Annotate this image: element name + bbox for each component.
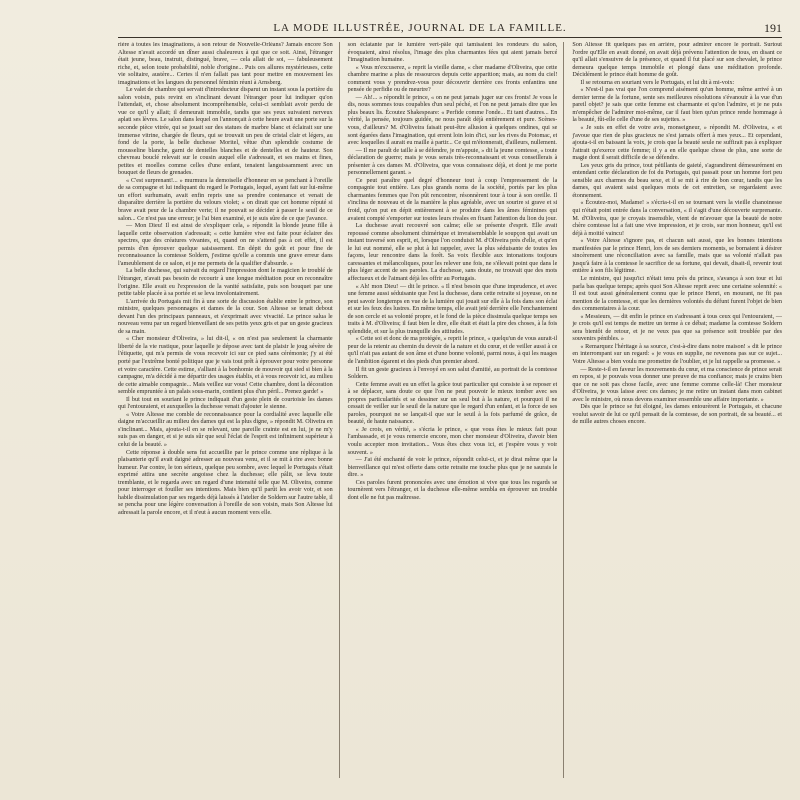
paragraph: Cette femme avait eu un effet la grâce tout particulier qui consiste à se reposer et à se déplacer, sans doute ce que l'on ne peut pouvoir le mieux tomber avec ses propres particularités et se dessiner sur un seul but à la nature, et pourquoi il ne cessait de veiller sur le seuil de la nature que le regard d'un enfant, et la force de ses paroles, pourquoi ne se lançait-il que sur le seuil à la fois parfumé de grâce, de beauté, de haute naissance.: [347, 381, 558, 426]
paragraph: « Votre Altesse s'ignore pas, et chacun sait aussi, que les bonnes intentions manifestées par le prince Henri, lors de ses derniers moments, se bornaient à désirer sincèrement une réconciliation avec sa famille, mais que sa volonté n'allait pas jusqu'à faire à la comtesse le sacrifice de sa fortune, qui devait, disait-il, revenir tout entière à son fils légitime.: [572, 238, 782, 275]
running-head: [118, 20, 782, 38]
paragraph: rière à toutes les imaginations, à son retour de Nouvelle-Orléans? Jamais encore Son Altesse n'avait accordé un dîner aussi chaleureux à qui que ce soit. Ainsi, l'étranger était jeune, beau, instruit, distingué, brave, — cela allait de soi, — fabuleusement riche, et, selon toute probabilité, noble d'origine... Puis ces allures mystérieuses, cette vie solitaire, austère... Certes il n'en fallait pas tant pour mettre en mouvement les imaginations et les langues du personnel féminin réuni à Arnsberg.: [118, 42, 333, 86]
paragraph: son éclatante par le lumière vert-pâle qui tamisaient les rondeurs du salon, évoquaient, ainsi résolus, l'image des plus charmantes fées qui aient jamais bercé l'imagination humaine.: [347, 42, 558, 64]
page-number: 191: [764, 21, 782, 35]
column-middle: [339, 42, 558, 778]
paragraph: Le valet de chambre qui servait d'introducteur disparut un instant sous la portière du salon voisin, puis revint en s'inclinant devant l'étranger pour lui indiquer qu'on l'attendait, et, chose absolument incompréhensible, celui-ci semblait avoir perdu de vue ce qu'il y allait; il demeurait immobile, tandis que ses yeux suivaient nerveux aplati ses lèvres. Le salon dans lequel on l'annonçait à cette heure avait une porte sur la seconde pièce vitrée, qui se jouait sur des statues de marbre blanc et éclairait sur une immense vitrine, chargée de fleurs, qui se trouvait un peu de cristal clair et légers, au fond de la porte, la belle duchesse Moritel, vêtue d'un splendide costume de mousseline blanche, garni de dentelles blanches et de dentelles et de hauteur. Son chevreau bouclé relevait sur le cousin auquel elle s'adressait, et ses mains et fines, petites et moelles comme celles d'une enfant, tenaient languissamment avec un bouquet de fleurs de grenades.: [118, 87, 333, 177]
paragraph: La duchesse avait recouvré son calme; elle se présente d'esprit. Elle avait repoussé comme absolument chimérique et invraisemblable le soupçon qui avait un instant traversé son esprit, et, lorsque l'on conduisit M. d'Oliveira près d'elle, et qu'en le lui eut nommé, elle se plut à lui rappeler, avec la plus séduisante de toutes les façons, leur rencontre dans la forêt. Sa voix flexible aux intonations toujours caressantes et mélancoliques, pour les relever une fois, ne s'élevait point que dans le plus léger accent de ses paroles. La duchesse, sans doute, ne trouvait que des mots affectueux et de l'aimant déjà les offrir au Portugais.: [347, 223, 558, 282]
journal-title: LA MODE ILLUSTRÉE, JOURNAL DE LA FAMILLE.: [273, 22, 567, 34]
paragraph: L'arrivée du Portugais mit fin à une sorte de discussion établie entre le prince, son ministre, quelques personnages et dames de la cour. Son Altesse se tenait debout devant l'un des principaux panneaux, et s'exprimait avec vivacité. Le prince salua le nouveau venu par un regard bienveillant de ses petits yeux gris et par un geste gracieux de sa main.: [118, 298, 333, 335]
paragraph: Le ministre, qui jusqu'ici n'était tenu près du prince, s'avança à son tour et lui parla bas quelque temps; après quoi Son Altesse reprit avec une certaine solennité: « Il est tout aussi généralement connu que le prince Henri, en mourant, ne fit pas mention de la comtesse, et que les dernières volontés du défunt furent l'objet de bien des commentaires à la cour.: [572, 275, 782, 313]
paragraph: Les yeux gris du prince, tout pétillants de gaieté, s'agrandirent démesurément en entendant cette déclaration de foi du Portugais, qui passait pour un homme fort peu sensible aux charmes du beau sexe, et il se mit à rire de bon cœur, tandis que les dames, qui avaient saisi quelques mots de cet entretien, se regardaient avec étonnement.: [572, 162, 782, 199]
paragraph: « Je crois, en vérité, » s'écria le prince, « que vous êtes le mieux fait pour l'ambassade, et je vous remercie encore, mon cher monsieur d'Oliveira, d'avoir bien voulu accepter mon invitation... Vous êtes chez vous ici, et j'espère vous y voir souvent. »: [347, 426, 558, 456]
paragraph: « Vous m'excuserez, » reprit la vieille dame, « cher madame d'Oliveira, que cette chambre marine a plus de ressources depuis cette apparition; mais, au nom du ciel! comment vous y prendrez-vous pour découvrir derrière ces fronts enfantins une pensée de perfidie ou de meurtre?: [347, 64, 558, 94]
paragraph: Il fit un geste gracieux à l'envoyé en son salut d'amitié, au portrait de la comtesse Soldern.: [347, 366, 558, 381]
paragraph: La belle duchesse, qui suivait du regard l'impression dont le magicien le troublé de l'étranger, n'avait pas besoin de recourir à une longue méditation pour en reconnaître l'origine. Elle avait eu l'expression de la vanité satisfaite, puis son bouquet par une petite table placée à sa portée et se leva involontairement.: [118, 268, 333, 298]
paragraph: — Reste-t-il en faveur les mouvements du cœur, et ma conscience de prince serait en repos, si je pouvais vous donner une preuve de ma confiance; mais je crains bien que ce ne soit pas chose facile, avec une femme comme celle-là! Cher monsieur d'Oliveira, je vous laisse avec ces dames; je me retire un instant dans mon cabinet avec le ministre, où nous devons examiner ensemble une affaire importante. »: [572, 366, 782, 403]
paragraph: « Cher monsieur d'Oliveira, » lui dit-il, « on n'est pas seulement la charmante liberté de la vie rustique, pour laquelle je dépose avec tant de plaisir le joug sévère de l'étiquette, qui m'a permis de vous recevoir ici sur ce pied sans cérémonie; j'y ai été porté par l'extrême bonté politique que je vais tout prêt à éprouver pour votre personne et votre caractère. Cette estime, s'alliant à la bonhomie de mouvoir qui sied si bien à la campagne, m'a décidé à me départir des usages établis, et à vous recevoir ici, au milieu de cette aimable compagnie... Mais veillez sur vous! Cette chambre, dont la décoration semble empruntée à un palais sous-marin, contient plus d'un péril... Prenez garde! »: [118, 336, 333, 396]
paragraph: Cette réponse à double sens fut accueillie par le prince comme une réplique à la plaisanterie qu'il avait daigné adresser au nouveau venu, et il se mit à rire avec bonne humeur. Par contre, le ton sérieux, quelque peu sombre, avec lequel le Portugais s'était exprimé attira une secrète angoisse chez la duchesse; elle pâlit, se leva toute tremblante, et le regarda avec un regard d'une intensité telle que M. Oliveira, comme pour interroger et fouiller ses intentions. Mais bien qu'il parût les avoir voir, et son habile dissimulation par ses regards déjà laissés à l'atelier de Soldern sur l'autre table, il se pencha pour une légère conversation à l'oreille de son voisin, mais Son Altesse lui adressait la parole encore, et il n'eut à aucun moment vers elle.: [118, 449, 333, 516]
paragraph: « C'est surprenant!... » murmura la demoiselle d'honneur en se penchant à l'oreille de sa compagne et lui indiquant du regard le Portugais, lequel, ayant fait sur lui-même un effort surhumain, avait enfin repris une sa prendre contenance et venait de disparaître derrière la portière du velours violet; « on dirait que cet homme réputé si brave avait peur de la chambre verte; il ne pouvait se décider à passer le seuil de ce salon... Ce n'est pas une erreur; je l'ai bien examiné, et je suis sûre de ce que j'avance.: [118, 177, 333, 222]
paragraph: — Mon Dieu! Il est ainsi de s'expliquer cela, » répondit la blonde jeune fille à laquelle cette observation s'adressait; « cette lumière vive est faite pour éclairer des spectres, que des créatures vivantes, et, quand on ne s'attend pas à cet effet, il est permis d'en éprouver quelque saisissement. En dépit du goût et pour fine de reconnaissance la comtesse Soldern, j'estime qu'elle a commis une grave erreur dans l'ameublement de ce salon, et je me permets de la qualifier d'absurde. »: [118, 223, 333, 267]
paragraph: « Votre Altesse me comble de reconnaissance pour la cordialité avec laquelle elle daigne m'accueillir au milieu des dames qui est la plus digne, » répondit M. Oliveira en s'inclinant... Mais, ajouta-t-il en se relevant, une pareille crainte est en lui, je ne m'y suis pas en danger, et si je suis sûr que seul l'éclat de l'esprit est infiniment supérieur à celui de la beauté. »: [118, 411, 333, 448]
paragraph: « Ah! mon Dieu! — dit le prince. « Il n'est besoin que d'une imprudence, et avec une femme aussi séduisante que l'est la duchesse, dans cette retraite si joyeuse, on ne peut savoir longtemps en vue de la lumière qui jouait sur elle à la fois dans son éclat et sur les feux des lustres. En même temps, elle avait jeté derrière elle l'enchantement de son cercle et sa volonté propre, et le fond de la pièce dissimula quelque temps ses traits à M. d'Oliveira; il faut bien le dire, elle était et était la pire des choses, à la fois splendide, et sur la plus tranquille des attitudes.: [347, 283, 558, 335]
paragraph: « N'est-il pas vrai que l'on comprend aisément qu'un homme, même arrivé à un dernier terme de la fortune, sente ses meilleures résolutions s'évanouir à la vue d'un pareil objet? je sais que cette femme est charmante et qu'on l'admire, et je ne puis m'empêcher de l'admirer moi-même, car il faut bien qu'un prince rende hommage à la beauté, fût-elle celle d'une de ses sujettes. »: [572, 87, 782, 124]
paragraph: Il but tout en souriant le prince indiquait d'un geste plein de courtoisie les dames qui l'entouraient, et auxquelles la duchesse venait d'ajouter le sienne.: [118, 396, 333, 411]
paragraph: « Messieurs, — dit enfin le prince en s'adressant à tous ceux qui l'entouraient, — je crois qu'il est temps de mettre un terme à ce débat; madame la comtesse Soldern sera bientôt de retour, et je ne veux pas que sa présence soit troublée par des souvenirs pénibles. »: [572, 313, 782, 343]
paragraph: « Je suis en effet de votre avis, monseigneur, » répondit M. d'Oliveira, « et j'avoue que rien de plus gracieux ne s'est jamais offert à mes yeux... Et cependant, ajouta-t-il en baissant la voix, je crois que la beauté seule ne suffirait pas à expliquer l'attrait qu'exerce cette femme; il y a en elle quelque chose de plus, une sorte de magie dont il serait difficile de se défendre.: [572, 125, 782, 162]
paragraph: — J'ai été enchanté de voir le prince, répondit celui-ci, et je dirai même que la bienveillance qui m'est offerte dans cette retraite me touche plus que je ne saurais le dire. »: [347, 457, 558, 479]
column-left: [118, 42, 333, 778]
paragraph: « Cette soi et donc de ma protégée, » reprit le prince, « quelqu'un de vous aurait-il peur de la retenir au chemin du devoir de la nature et du cœur, et de veiller aussi à ce qu'il n'ait pas autant de son âme et d'une bonne volonté, parmi nous, à qui les nuages de l'ambition égarent et des pieds d'un premier abord.: [347, 336, 558, 365]
paragraph: Son Altesse fit quelques pas en arrière, pour admirer encore le portrait. Surtout l'ordre qu'Elle en avait donné, on avait déjà prévenu l'attention de tous, en disant ce qu'il allait s'ensuivre de la présence, et quand il fut placé sur son chevalet, le prince demeura quelque temps immobile et plongé dans une méditation profonde. Décidément le prince était homme de goût.: [572, 42, 782, 79]
paragraph: Ces paroles furent prononcées avec une émotion si vive que tous les regards se tournèrent vers l'étranger, et la duchesse elle-même sembla en éprouver un trouble dont elle ne fut pas maîtresse.: [347, 479, 558, 501]
paragraph: — Il me paraît de taille à se défendre, je m'appuie, » dit la jeune comtesse, « toute déclaration de guerre; mais je vous serais très-reconnaissant et vous conseillerais à présenter à ces dames M. d'Oliveira, que vous connaissez déjà, et dont je me porte personnellement garant. »: [347, 147, 558, 177]
header-rule: [118, 37, 782, 38]
paragraph: Il se retourna en souriant vers le Portugais, et lui dit à mi-voix:: [580, 79, 735, 86]
text-columns: [118, 42, 782, 778]
paragraph: Dès que le prince se fut éloigné, les dames entourèrent le Portugais, et chacune voulut savoir de lui ce qu'il pensait de la comtesse, de son portrait, de sa beauté... et de mille autres choses encore.: [572, 404, 782, 426]
column-right: [563, 42, 782, 778]
paragraph: — Ah!... » répondit le prince, « on ne peut jamais juger sur ces fronts! Je vous le dis, nous sommes tous coupables d'un seul péché, et l'on ne peut jamais dire que les plus beaux lis. Écoutez Shakespeare: « Perfide comme l'onde... Et tant d'autres... En vérité, la pensée, toujours guidée, ne nous paraît déjà entièrement et pure. Scènes-vous, d'ailleurs? M. d'Oliveira faisait peut-être allusion à quelques ondines, qui se sont égarées dans l'imagination, qui errent loin loin d'ici, sur les rives du Potomac, et avec lesquelles il aurait eu maille à partir... Ce qui m'étonnerait, d'ailleurs, nullement.: [347, 94, 558, 147]
paragraph: « Remarquez l'héritage à sa source, c'est-à-dire dans notre maison! » dit le prince en interrompant sur un regard: « je vous en supplie, ne revenons pas sur ce sujet... Votre Altesse a bien voulu me promettre de l'oublier, et je lui rappelle sa promesse. »: [572, 343, 782, 365]
paragraph: « Écoutez-moi, Madame! » s'écria-t-il en se tournant vers la vieille chanoinesse qui n'était point entrée dans la conversation, « il s'agit d'une découverte surprenante. M. d'Oliveira, que je croyais insensible, vient de m'avouer que la beauté de notre chère comtesse lui a fait une vive impression, et je crois, sur mon honneur, qu'il est déjà à moitié vaincu!: [572, 200, 782, 237]
paragraph: Ce peut paraître quel degré d'honneur tout à coup l'empressement de la compagnie tout entière. Les plus grands noms de la société, portés par les plus charmantes femmes que l'on pût rencontrer, résonnèrent tour à tour à son oreille. Il s'inclina de nouveau et de la manière la plus agréable, avec un sourire si grave et si froid, qu'on put en dépit entièrement à se produire dans les âmes féminines qui avaient compté s'emporter sur toutes leurs rivales en fixant l'attention du lion du jour.: [347, 177, 558, 222]
